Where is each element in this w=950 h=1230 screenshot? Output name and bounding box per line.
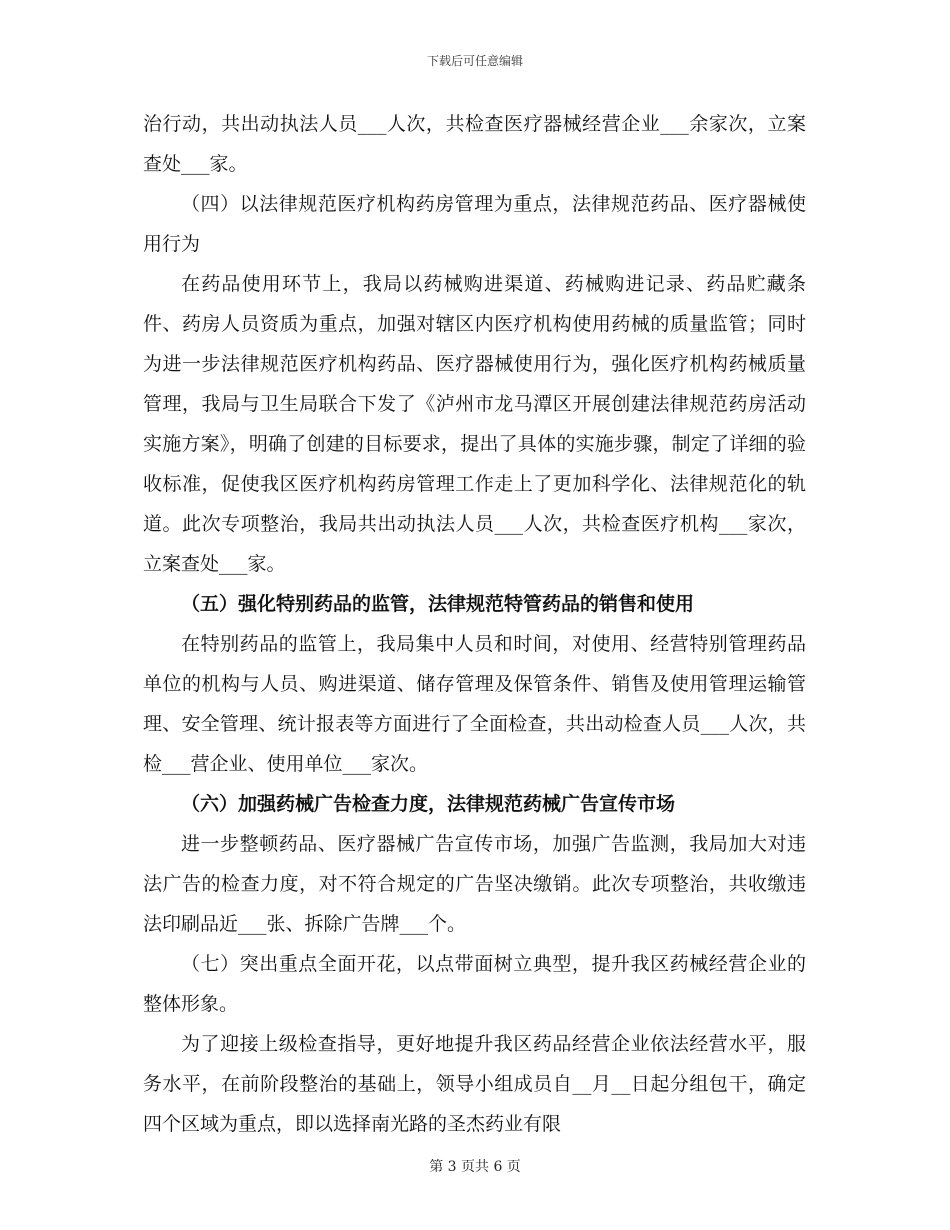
paragraph-1: 治行动，共出动执法人员___人次，共检查医疗器械经营企业___余家次，立案查处___家。 — [143, 113, 806, 175]
paragraph-9: 为了迎接上级检查指导，更好地提升我区药品经营企业依法经营水平，服务水平，在前阶段整治的基础上，领导小组成员自__月__日起分组包干，确定四个区域为重点，即以选择南光路的圣杰药业有限 — [143, 1033, 806, 1135]
paragraph-heading-6: （六）加强药械广告检查力度，法律规范药械广告宣传市场 — [181, 793, 676, 815]
paragraph-3: 在药品使用环节上，我局以药械购进渠道、药械购进记录、药品贮藏条件、药房人员资质为重点，加强对辖区内医疗机构使用药械的质量监管；同时为进一步法律规范医疗机构药品、医疗器械使用行为，强化医疗机构药械质量管理，我局与卫生局联合下发了《泸州市龙马潭区开展创建法律规范药房活动实施方案》，明确了创建的目标要求，提出了具体的实施步骤，制定了详细的验收标准，促使我区医疗机构药房管理工作走上了更加科学化、法律规范化的轨道。此次专项整治，我局共出动执法人员___人次，共检查医疗机构___家次，立案查处___家。 — [143, 273, 806, 575]
paragraph-5: 在特别药品的监管上，我局集中人员和时间，对使用、经营特别管理药品单位的机构与人员、购进渠道、储存管理及保管条件、销售及使用管理运输管理、安全管理、统计报表等方面进行了全面检查，共出动检查人员___人次，共检___营企业、使用单位___家次。 — [143, 633, 806, 775]
paragraph-7: 进一步整顿药品、医疗器械广告宣传市场，加强广告监测，我局加大对违法广告的检查力度，对不符合规定的广告坚决缴销。此次专项整治，共收缴违法印刷品近___张、拆除广告牌___个。 — [143, 833, 806, 935]
page-header: 下载后可任意编辑 — [426, 54, 523, 68]
paragraph-heading-5: （五）强化特别药品的监管，法律规范特管药品的销售和使用 — [181, 593, 695, 615]
paragraph-heading-7: （七）突出重点全面开花，以点带面树立典型，提升我区药械经营企业的整体形象。 — [143, 953, 806, 1015]
page-footer: 第 3 页共 6 页 — [429, 1159, 521, 1175]
paragraph-heading-4: （四）以法律规范医疗机构药房管理为重点，法律规范药品、医疗器械使用行为 — [143, 193, 806, 255]
document-body — [143, 104, 806, 1144]
